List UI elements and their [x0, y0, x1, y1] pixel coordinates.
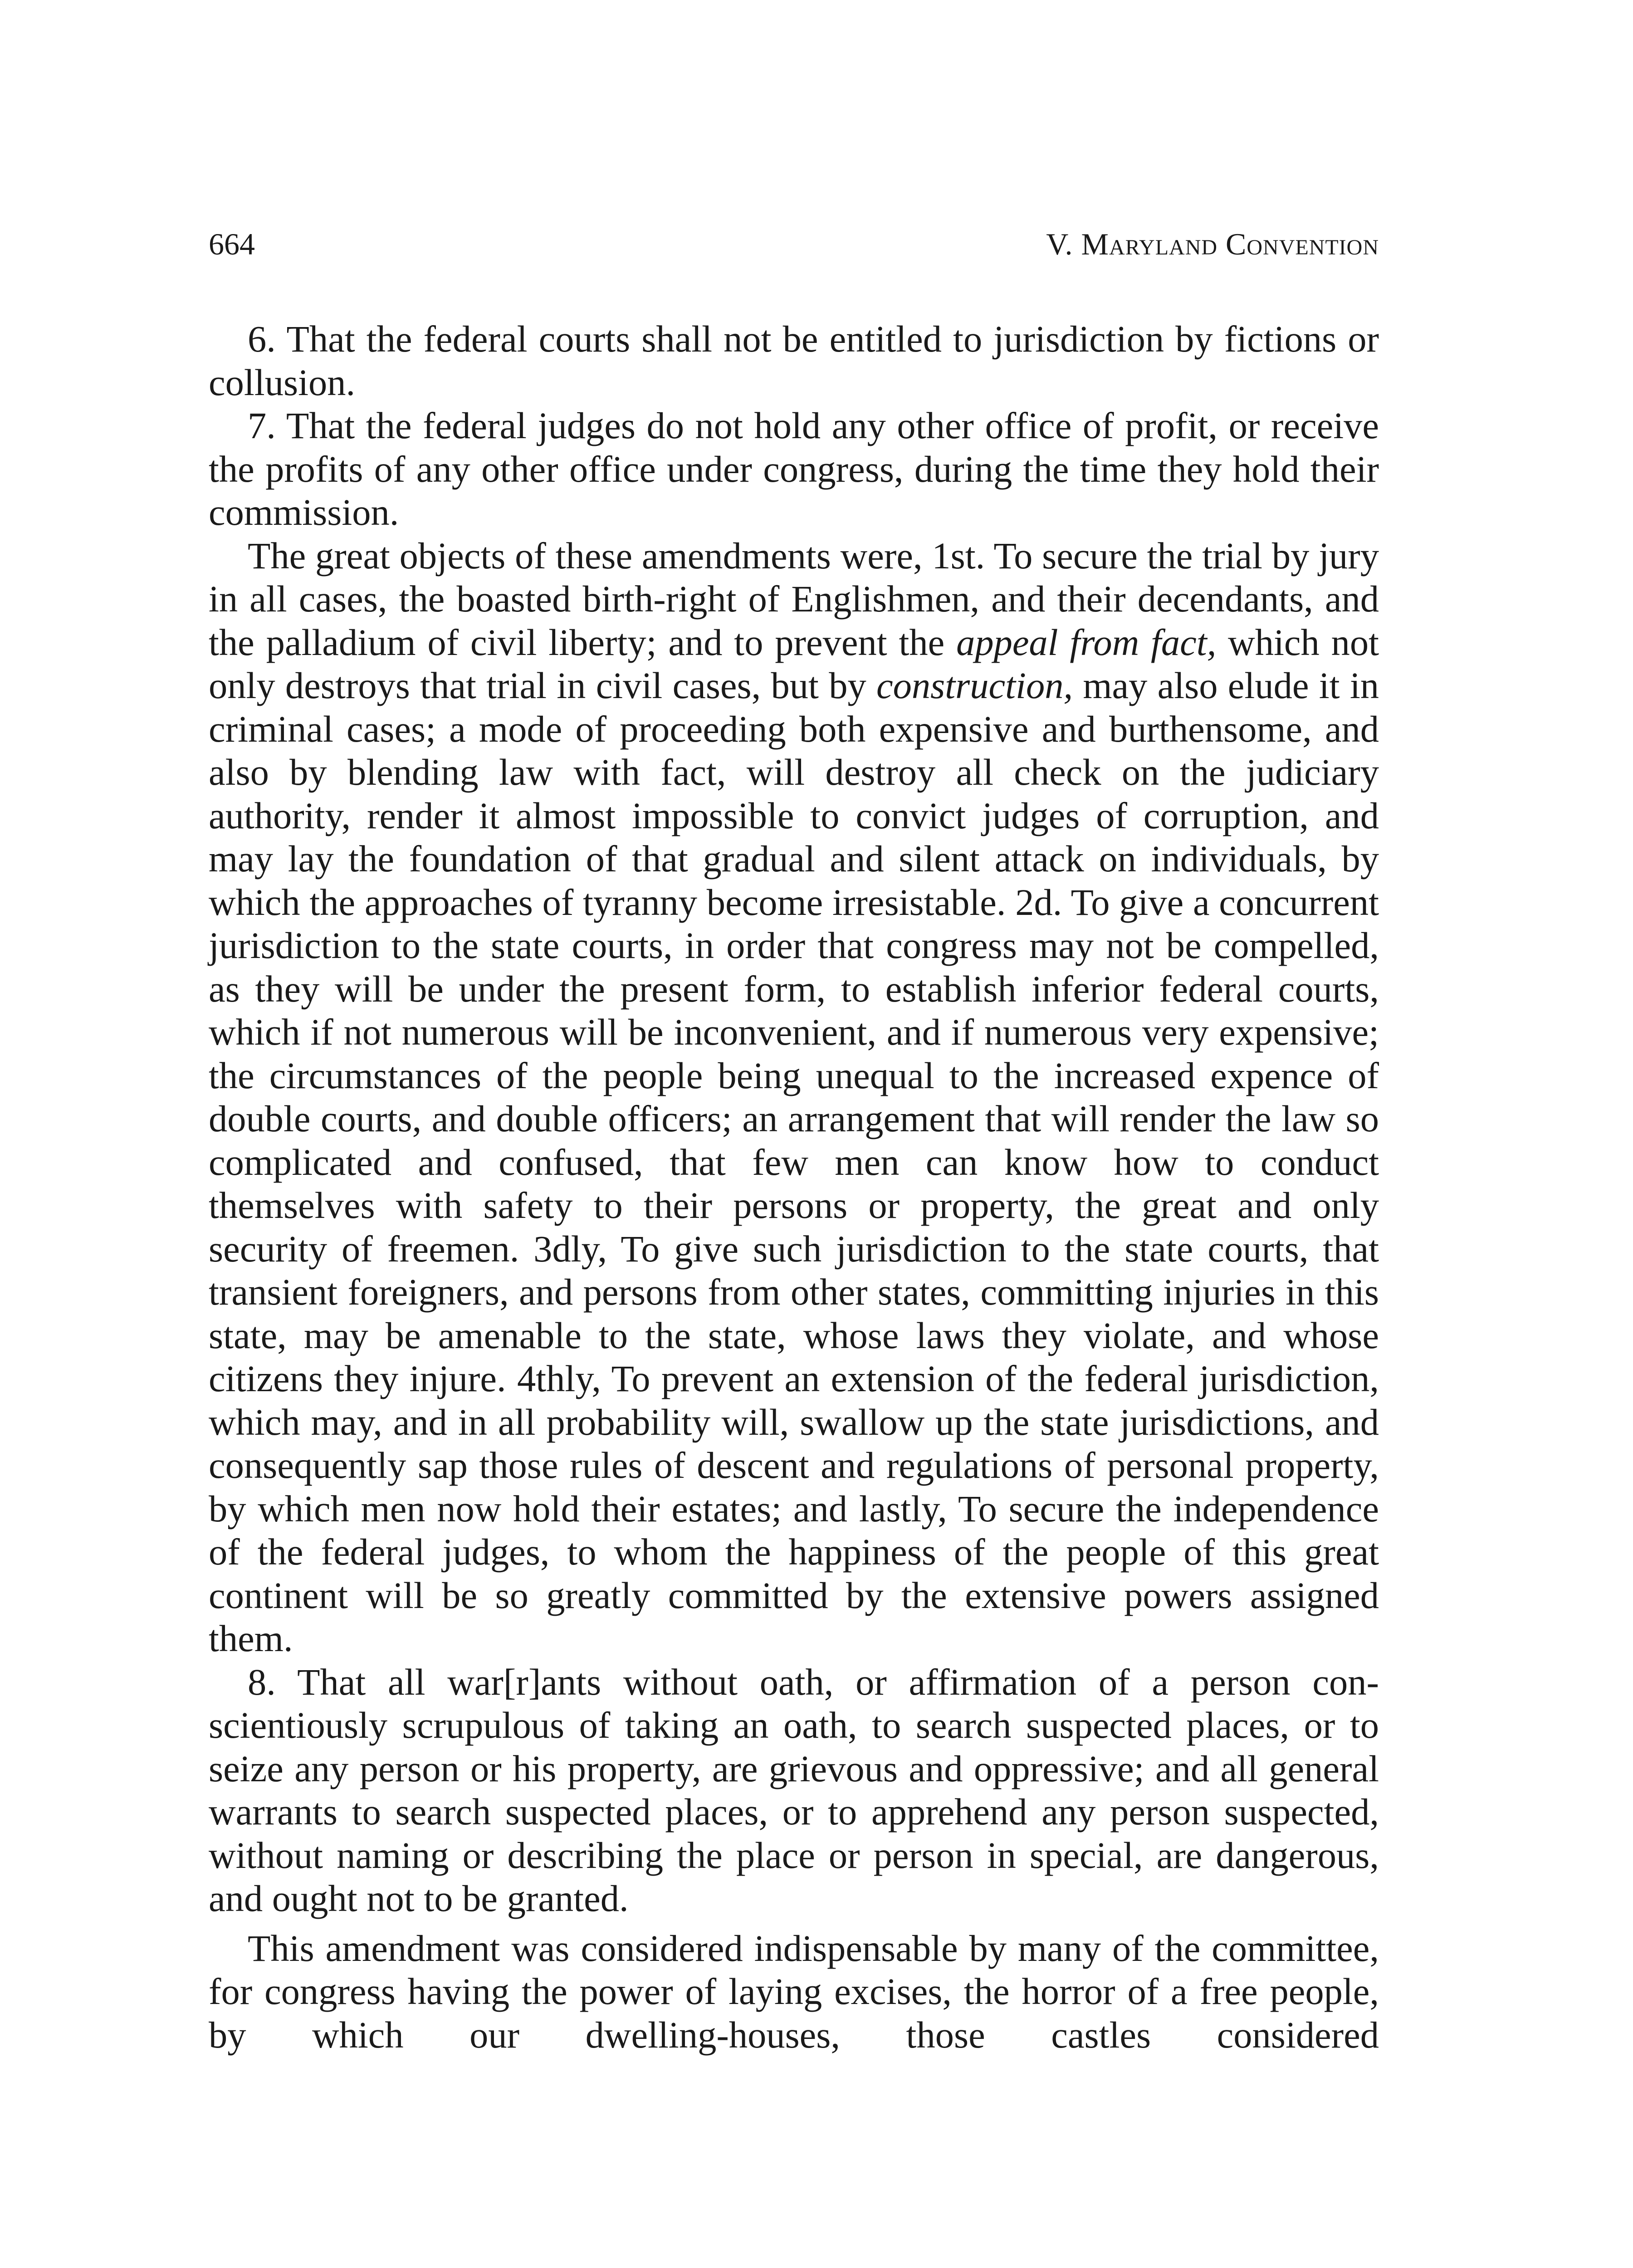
italic-phrase: construction,	[876, 665, 1073, 706]
paragraph-text: 8. That all war[r]ants without oath, or affirmation of a person conscientiously scrupulous of taking an oath, to search suspected places, or to seize any person or his property, are grievous and oppressive; and all general warrants to search suspected places, or to apprehend any person suspected, without naming or describing the place or person in special, are dangerous, and ought not to be granted.	[209, 1661, 1379, 1919]
body-text	[209, 318, 1379, 2057]
paragraph-text-part: which not only destroys that trial in civil cases, but by	[209, 621, 1379, 706]
paragraph-amendment-7	[209, 404, 1379, 534]
paragraph-text: 7. That the federal judges do not hold any other office of profit, or receive the profits of any other office under congress, during the time they hold their commission.	[209, 405, 1379, 533]
paragraph-text: 6. That the federal courts shall not be entitled to jurisdiction by fictions or collusion.	[209, 318, 1379, 403]
running-title: V. Maryland Convention	[1046, 227, 1379, 261]
italic-phrase: appeal from fact,	[956, 621, 1217, 663]
paragraph-amendment-8	[209, 1661, 1379, 1921]
paragraph-great-objects	[209, 534, 1379, 1661]
paragraph-text: This amendment was considered indispensable by many of the committee, for congress having the power of laying excises, the horror of a free people, by which our dwelling-houses, those castles considered	[209, 1927, 1379, 2056]
running-header	[209, 226, 1379, 262]
paragraph-text-part: The great objects of these amendments were, 1st. To secure the trial by jury in all cases, the boasted birth-right of Englishmen, and their decendants, and the palladium of civil liberty; and to prevent the	[209, 534, 1379, 663]
paragraph-commentary	[209, 1927, 1379, 2057]
paragraph-text-part: may also elude it in criminal cases; a mode of proceeding both expensive and burthensome, and also by blending law with fact, will destroy all check on the judiciary authority, render it almost impossible to convict judges of corruption, and may lay the foundation of that gradual and silent attack on individuals, by which the approaches of tyranny become irresistable. 2d. To give a concurrent jurisdiction to the state courts, in order that congress may not be compelled, as they will be under the present form, to establish inferior federal courts, which if not numerous will be inconvenient, and if numerous very expensive; the circumstances of the people being unequal to the increased expence of double courts, and double officers; an arrangement that will render the law so complicated and confused, that few men can know how to conduct themselves with safety to their persons or property, the great and only security of freemen. 3dly, To give such jurisdiction to the state courts, that transient foreigners, and persons from other states, committing injuries in this state, may be amenable to the state, whose laws they violate, and whose citizens they injure. 4thly, To prevent an extension of the federal jurisdiction, which may, and in all probability will, swallow up the state jurisdictions, and consequently sap those rules of descent and regulations of personal property, by which men now hold their estates; and lastly, To secure the independence of the federal judges, to whom the happiness of the people of this great continent will be so greatly committed by the extensive powers assigned them.	[209, 665, 1379, 1659]
paragraph-amendment-6	[209, 318, 1379, 404]
page-number: 664	[209, 227, 255, 261]
